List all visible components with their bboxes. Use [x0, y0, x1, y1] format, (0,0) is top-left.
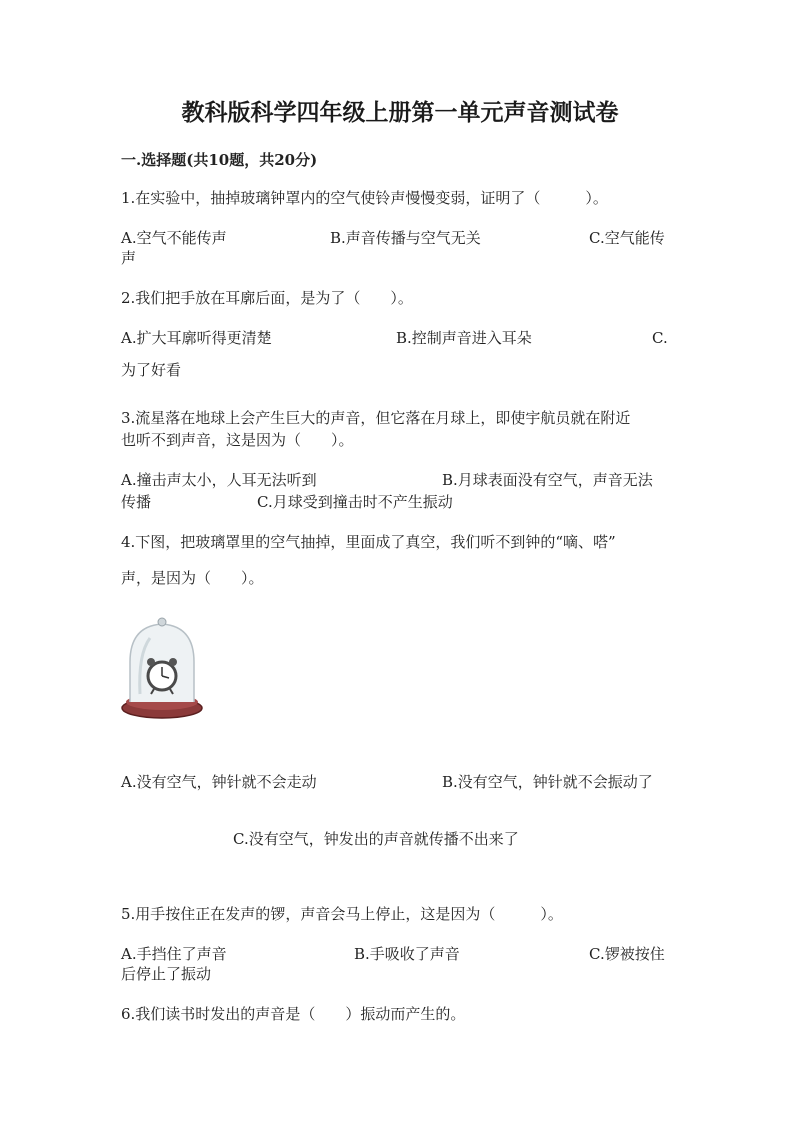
- question-4-stem-line1: 4.下图，把玻璃罩里的空气抽掉，里面成了真空，我们听不到钟的“嘀、嗒”: [121, 533, 616, 551]
- question-3-stem-line2: 也听不到声音，这是因为（ ）。: [121, 431, 354, 449]
- question-2-option-c: C.: [652, 329, 668, 347]
- page-title: 教科版科学四年级上册第一单元声音测试卷: [181, 99, 619, 126]
- question-2-option-a: A.扩大耳廓听得更清楚: [121, 329, 272, 347]
- question-6-stem: 6.我们读书时发出的声音是（ ）振动而产生的。: [121, 1005, 466, 1023]
- question-5-option-a: A.手挡住了声音: [121, 945, 227, 963]
- question-2-option-c-cont: 为了好看: [121, 361, 182, 379]
- question-4-option-c: C.没有空气，钟发出的声音就传播不出来了: [233, 830, 519, 848]
- question-3-option-b-cont: 传播: [121, 493, 152, 511]
- question-4-stem-line2: 声，是因为（ ）。: [121, 569, 264, 587]
- question-2-stem: 2.我们把手放在耳廓后面，是为了（ ）。: [121, 289, 413, 307]
- question-1-stem: 1.在实验中，抽掉玻璃钟罩内的空气使铃声慢慢变弱，证明了（ ）。: [121, 189, 608, 207]
- question-5-option-c-cont: 后停止了振动: [121, 965, 212, 983]
- question-4-option-a: A.没有空气，钟针就不会走动: [121, 773, 317, 791]
- question-3-option-c: C.月球受到撞击时不产生振动: [257, 493, 453, 511]
- question-4-option-b: B.没有空气，钟针就不会振动了: [442, 773, 653, 791]
- question-1-option-c: C.空气能传: [589, 229, 665, 247]
- question-5-option-b: B.手吸收了声音: [354, 945, 460, 963]
- question-3-stem-line1: 3.流星落在地球上会产生巨大的声音，但它落在月球上，即使宇航员就在附近: [121, 409, 631, 427]
- question-3-option-a: A.撞击声太小，人耳无法听到: [121, 471, 317, 489]
- question-1-option-b: B.声音传播与空气无关: [330, 229, 481, 247]
- question-1-option-c-cont: 声: [121, 249, 137, 267]
- section-heading: 一.选择题(共10题，共20分): [121, 151, 318, 169]
- question-1-option-a: A.空气不能传声: [121, 229, 227, 247]
- question-3-option-b: B.月球表面没有空气，声音无法: [442, 471, 653, 489]
- question-5-stem: 5.用手按住正在发声的锣，声音会马上停止，这是因为（ ）。: [121, 905, 563, 923]
- question-2-option-b: B.控制声音进入耳朵: [396, 329, 532, 347]
- bell-jar-clock-figure: [120, 614, 210, 724]
- question-5-option-c: C.锣被按住: [589, 945, 665, 963]
